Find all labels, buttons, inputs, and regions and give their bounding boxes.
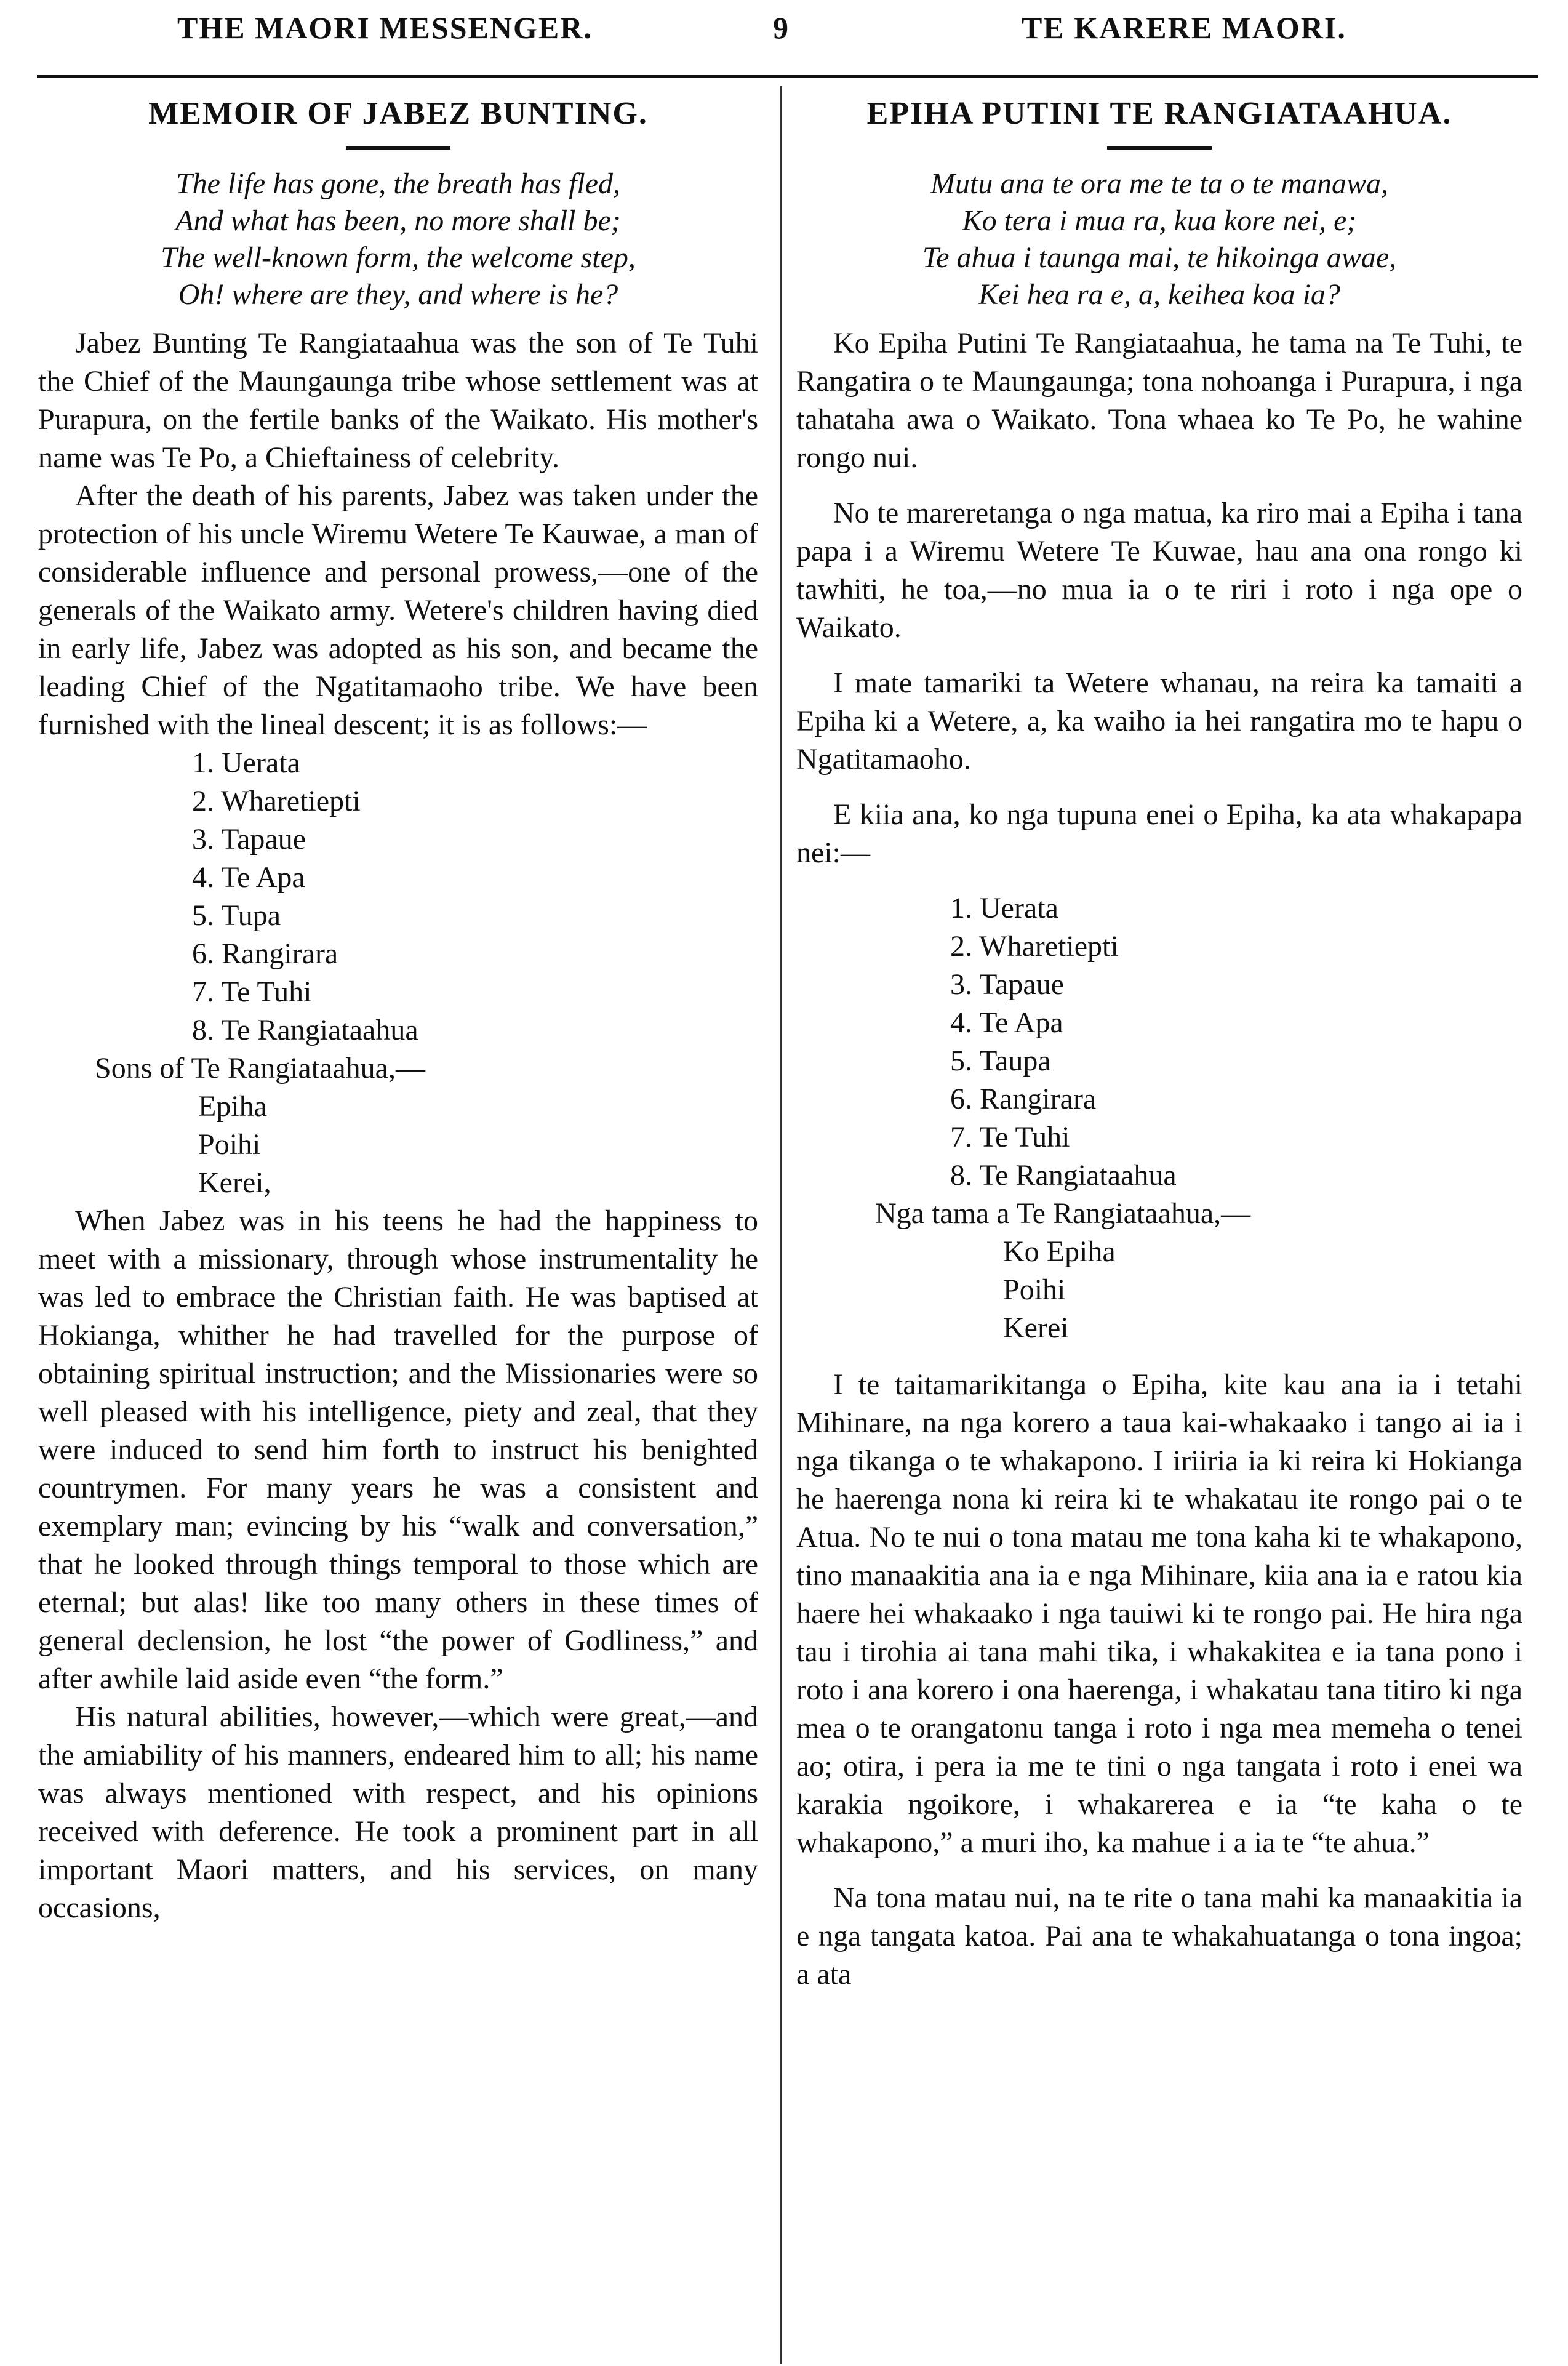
genealogy-item: 5. Taupa bbox=[950, 1045, 1051, 1077]
son-item: Kerei bbox=[1003, 1312, 1069, 1344]
maori-paragraph-4: E kiia ana, ko nga tupuna enei o Epiha, ka ata whakapapa nei:— bbox=[796, 798, 1522, 869]
header-rule bbox=[37, 75, 1538, 78]
genealogy-item: 1. Uerata bbox=[950, 892, 1058, 924]
son-item: Poihi bbox=[198, 1128, 261, 1161]
genealogy-item: 6. Rangirara bbox=[950, 1083, 1097, 1115]
maori-genealogy bbox=[796, 889, 1522, 1195]
genealogy-item: 3. Tapaue bbox=[950, 968, 1065, 1001]
genealogy-item: 4. Te Apa bbox=[192, 861, 305, 894]
page-header bbox=[0, 6, 1568, 55]
english-poem bbox=[38, 166, 758, 313]
english-title: MEMOIR OF JABEZ BUNTING. bbox=[148, 96, 648, 131]
english-paragraph-4: His natural abilities, however,—which were great,—and the amiability of his manners, endeared him to all; his name was always mentioned with respect, and his opinions received with deference. He took a prominent part in all important Maori matters, and his services, on many occasions, bbox=[38, 1701, 758, 1924]
son-item: Poihi bbox=[1003, 1273, 1066, 1306]
title-dash bbox=[346, 146, 450, 150]
header-right-title: TE KARERE MAORI. bbox=[1022, 10, 1346, 45]
page-number: 9 bbox=[773, 10, 790, 45]
poem-line: Te ahua i taunga mai, te hikoinga awae, bbox=[922, 241, 1397, 274]
son-item: Ko Epiha bbox=[1003, 1235, 1116, 1268]
poem-line: And what has been, no more shall be; bbox=[175, 204, 621, 237]
maori-title: EPIHA PUTINI TE RANGIATAAHUA. bbox=[866, 96, 1452, 131]
poem-line: The well-known form, the welcome step, bbox=[161, 241, 636, 274]
maori-paragraph-5: I te taitamarikitanga o Epiha, kite kau ana ia i tetahi Mihinare, na nga korero a taua kai-whakaako i tango ai ia i nga tikanga o te whakapono. I iriiria ia ki reira ki Hokianga he haerenga nona ki reira ki te whakatau ite rongo pai o te Atua. No te nui o tona matau me tona kaha ki te whakapono, tino manaakitia ana ia e nga Mihinare, kiia ana ia e ratou kia haere hei whakaako i nga tauiwi ki te rongo pai. He hira nga tau i tirohia ai tana mahi tika, i whakakitea e ia tana pono i roto i ana korero i ona haerenga, i whakatau tana titiro ki nga mea o te orangatonu tanga i roto i nga mea memeha o tenei ao; otira, i pera ia me te tini o nga tangata i roto i enei wa karakia ngoikore, i whakarerea e ia “te kaha o te whakapono,” a muri iho, ka mahue i a ia te “te ahua.” bbox=[796, 1368, 1522, 1859]
header-left-title: THE MAORI MESSENGER. bbox=[177, 10, 593, 45]
maori-paragraph-6: Na tona matau nui, na te rite o tana mahi ka manaakitia ia e nga tangata katoa. Pai ana te whakahuatanga o tona ingoa; a ata bbox=[796, 1882, 1522, 1991]
poem-line: Oh! where are they, and where is he? bbox=[178, 278, 618, 311]
genealogy-item: 7. Te Tuhi bbox=[950, 1121, 1070, 1153]
genealogy-item: 8. Te Rangiataahua bbox=[950, 1159, 1177, 1192]
maori-paragraph-1: Ko Epiha Putini Te Rangiataahua, he tama na Te Tuhi, te Rangatira o te Maungaunga; tona nohoanga i Purapura, i nga tahataha awa o Waikato. Tona whaea ko Te Po, he wahine rongo nui. bbox=[796, 327, 1522, 474]
maori-sons-list bbox=[796, 1233, 1522, 1347]
title-dash bbox=[1107, 146, 1212, 150]
english-paragraph-2: After the death of his parents, Jabez was taken under the protection of his uncle Wiremu Wetere Te Kauwae, a man of considerable influence and personal prowess,—one of the generals of the Waikato army. Wetere's children having died in early life, Jabez was adopted as his son, and became the leading Chief of the Ngatitamaoho tribe. We have been furnished with the lineal descent; it is as follows:— bbox=[38, 479, 758, 741]
maori-column bbox=[796, 92, 1522, 2011]
genealogy-item: 5. Tupa bbox=[192, 899, 281, 932]
maori-paragraph-3: I mate tamariki ta Wetere whanau, na reira ka tamaiti a Epiha ki a Wetere, a, ka waiho ia hei rangatira mo te hapu o Ngatitamaoho. bbox=[796, 667, 1522, 776]
english-sons-heading: Sons of Te Rangiataahua,— bbox=[95, 1052, 425, 1085]
english-paragraph-3: When Jabez was in his teens he had the happiness to meet with a missionary, through whose instrumentality he was led to embrace the Christian faith. He was baptised at Hokianga, whither he had travelled for the purpose of obtaining spiritual instruction; and the Missionaries were so well pleased with his intelligence, piety and zeal, that they were induced to send him forth to instruct his benighted countrymen. For many years he was a consistent and exemplary man; evincing by his “walk and conversation,” that he looked through things temporal to those which are eternal; but alas! like too many others in these times of general declension, he lost “the power of Godliness,” and after awhile laid aside even “the form.” bbox=[38, 1205, 758, 1695]
genealogy-item: 7. Te Tuhi bbox=[192, 976, 312, 1008]
english-sons-list bbox=[38, 1088, 758, 1202]
genealogy-item: 1. Uerata bbox=[192, 747, 300, 779]
genealogy-item: 2. Wharetiepti bbox=[950, 930, 1119, 963]
maori-poem bbox=[796, 166, 1522, 313]
genealogy-item: 2. Wharetiepti bbox=[192, 785, 361, 817]
son-item: Epiha bbox=[198, 1090, 267, 1123]
maori-paragraph-2: No te mareretanga o nga matua, ka riro mai a Epiha i tana papa i a Wiremu Wetere Te Kuwae, hau ana ona rongo ki tawhiti, he toa,—no mua ia o te riri i roto i nga ope o Waikato. bbox=[796, 497, 1522, 644]
genealogy-item: 3. Tapaue bbox=[192, 823, 306, 856]
poem-line: Mutu ana te ora me te ta o te manawa, bbox=[930, 167, 1388, 200]
son-item: Kerei, bbox=[198, 1166, 271, 1199]
genealogy-item: 6. Rangirara bbox=[192, 937, 338, 970]
genealogy-item: 4. Te Apa bbox=[950, 1006, 1063, 1039]
genealogy-item: 8. Te Rangiataahua bbox=[192, 1014, 418, 1046]
english-column bbox=[38, 92, 758, 1927]
english-paragraph-1: Jabez Bunting Te Rangiataahua was the son of Te Tuhi the Chief of the Maungaunga tribe whose settlement was at Purapura, on the fertile banks of the Waikato. His mother's name was Te Po, a Chieftainess of celebrity. bbox=[38, 327, 758, 474]
poem-line: The life has gone, the breath has fled, bbox=[175, 167, 621, 200]
poem-line: Kei hea ra e, a, keihea koa ia? bbox=[978, 278, 1340, 311]
english-genealogy bbox=[38, 744, 758, 1049]
column-divider bbox=[780, 86, 782, 2364]
maori-sons-heading: Nga tama a Te Rangiataahua,— bbox=[875, 1197, 1251, 1230]
poem-line: Ko tera i mua ra, kua kore nei, e; bbox=[962, 204, 1357, 237]
